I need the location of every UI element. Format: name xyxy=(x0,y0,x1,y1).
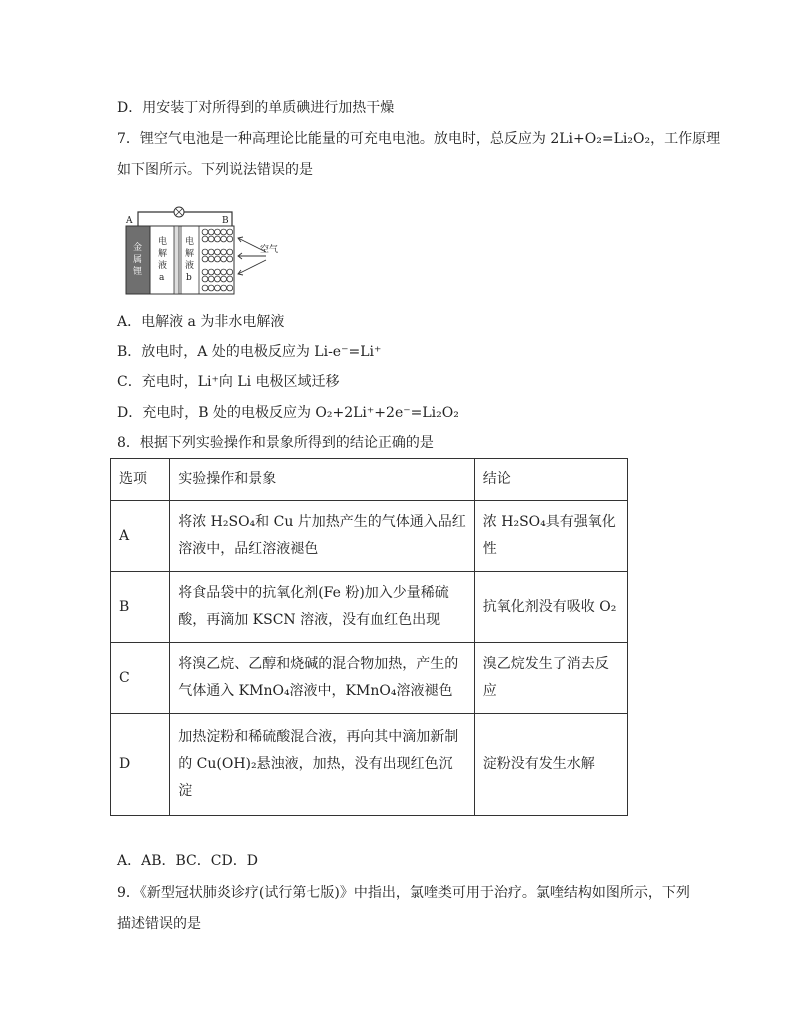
electrode-bead xyxy=(221,249,227,255)
table-header-row xyxy=(111,459,628,501)
electrode-bead xyxy=(202,256,208,262)
q9-stem-line2: 描述错误的是 xyxy=(117,916,201,932)
electrode-bead xyxy=(202,249,208,255)
electrode-bead xyxy=(202,236,208,242)
electrode-bead xyxy=(208,276,214,282)
electrode-bead xyxy=(227,236,233,242)
operation-cell xyxy=(170,572,475,643)
prev-option-d: D．用安装丁对所得到的单质碘进行加热干燥 xyxy=(117,100,395,116)
header-cell: 实验操作和景象 xyxy=(170,459,475,501)
operation-cell xyxy=(170,501,475,572)
label-b: B xyxy=(222,216,229,226)
electrode-bead xyxy=(202,269,208,275)
electrolyte-b-char: 液 xyxy=(185,261,195,271)
electrode-bead xyxy=(221,285,227,291)
electrode-bead xyxy=(221,229,227,235)
operation-line: 将溴乙烷、乙醇和烧碱的混合物加热，产生的 xyxy=(178,656,459,672)
header-cell: 选项 xyxy=(111,459,170,501)
electrode-bead xyxy=(215,236,221,242)
electrode-bead xyxy=(215,285,221,291)
electrode-bead xyxy=(215,276,221,282)
electrode-bead xyxy=(208,249,214,255)
operation-line: 加热淀粉和稀硫酸混合液，再向其中滴加新制 xyxy=(178,729,459,745)
electrolyte-a-char: a xyxy=(159,273,165,283)
electrode-bead xyxy=(215,229,221,235)
electrode-bead xyxy=(221,276,227,282)
conclusion-cell: 浓 H₂SO₄具有强氧化性 xyxy=(474,501,627,572)
q8-answer-options: A．AB．BC．CD．D xyxy=(117,853,258,869)
operation-line: 淀 xyxy=(178,783,193,799)
electrode-bead xyxy=(215,269,221,275)
table-row xyxy=(111,501,628,572)
q8-stem: 8．根据下列实验操作和景象所得到的结论正确的是 xyxy=(117,435,434,451)
separator xyxy=(174,226,179,294)
electrode-bead xyxy=(227,276,233,282)
electrode-bead xyxy=(227,229,233,235)
electrode-bead xyxy=(202,229,208,235)
operation-line: 将浓 H₂SO₄和 Cu 片加热产生的气体通入品红 xyxy=(178,514,466,530)
electrolyte-b-char: b xyxy=(186,273,192,283)
conclusion-cell: 淀粉没有发生水解 xyxy=(474,714,627,816)
electrolyte-b-char: 解 xyxy=(185,249,195,259)
electrode-bead xyxy=(208,285,214,291)
electrolyte-a-char: 解 xyxy=(158,249,168,259)
electrode-bead xyxy=(208,229,214,235)
electrode-bead xyxy=(227,269,233,275)
q7-option-b: B．放电时，A 处的电极反应为 Li-e⁻=Li⁺ xyxy=(117,344,382,360)
electrolyte-a-char: 电 xyxy=(158,237,168,247)
metal-li-char: 锂 xyxy=(133,267,143,277)
electrode-bead xyxy=(208,269,214,275)
conclusion-cell: 抗氧化剂没有吸收 O₂ xyxy=(474,572,627,643)
header-cell: 结论 xyxy=(474,459,627,501)
q7-option-c: C．充电时，Li⁺向 Li 电极区域迁移 xyxy=(117,374,340,390)
electrode-bead xyxy=(215,256,221,262)
electrode-bead xyxy=(215,249,221,255)
electrolyte-b-char: 电 xyxy=(185,237,195,247)
electrode-bead xyxy=(221,256,227,262)
electrode-bead xyxy=(227,249,233,255)
operation-cell xyxy=(170,714,475,816)
air-label: 空气 xyxy=(260,245,279,255)
q7-stem-line2: 如下图所示。下列说法错误的是 xyxy=(117,162,313,178)
option-cell: A xyxy=(111,501,170,572)
option-cell: B xyxy=(111,572,170,643)
electrode-bead xyxy=(221,269,227,275)
electrode-bead xyxy=(227,256,233,262)
electrode-bead xyxy=(221,236,227,242)
li-air-battery-diagram xyxy=(122,206,292,298)
electrode-bead xyxy=(208,236,214,242)
q8-table xyxy=(110,458,628,816)
q9-stem-line1: 9．《新型冠状肺炎诊疗(试行第七版)》中指出，氯喹类可用于治疗。氯喹结构如图所示，下列 xyxy=(117,885,690,901)
operation-line: 溶液中，品红溶液褪色 xyxy=(178,541,319,557)
operation-cell xyxy=(170,643,475,714)
q7-option-d: D．充电时，B 处的电极反应为 O₂+2Li⁺+2e⁻=Li₂O₂ xyxy=(117,405,459,421)
electrode-bead xyxy=(202,276,208,282)
operation-line: 气体通入 KMnO₄溶液中，KMnO₄溶液褪色 xyxy=(178,683,453,699)
table-row xyxy=(111,643,628,714)
electrolyte-a-char: 液 xyxy=(158,261,168,271)
option-cell: C xyxy=(111,643,170,714)
electrode-bead xyxy=(202,285,208,291)
air-arrows xyxy=(238,237,266,275)
table-row xyxy=(111,572,628,643)
table-row xyxy=(111,714,628,816)
operation-line: 将食品袋中的抗氧化剂(Fe 粉)加入少量稀硫 xyxy=(178,585,449,601)
conclusion-cell: 溴乙烷发生了消去反应 xyxy=(474,643,627,714)
metal-li-char: 金 xyxy=(133,243,143,253)
metal-li-char: 属 xyxy=(133,255,143,265)
option-cell: D xyxy=(111,714,170,816)
electrode-bead xyxy=(208,256,214,262)
porous-electrode xyxy=(202,229,233,291)
q7-option-a: A．电解液 a 为非水电解液 xyxy=(117,314,285,330)
electrode-bead xyxy=(227,285,233,291)
operation-line: 的 Cu(OH)₂悬浊液，加热，没有出现红色沉 xyxy=(178,756,453,772)
label-a: A xyxy=(126,216,133,226)
q7-stem-line1: 7．锂空气电池是一种高理论比能量的可充电电池。放电时，总反应为 2Li+O₂=Li₂O₂，工作原理 xyxy=(117,131,721,147)
operation-line: 酸，再滴加 KSCN 溶液，没有血红色出现 xyxy=(178,612,441,628)
